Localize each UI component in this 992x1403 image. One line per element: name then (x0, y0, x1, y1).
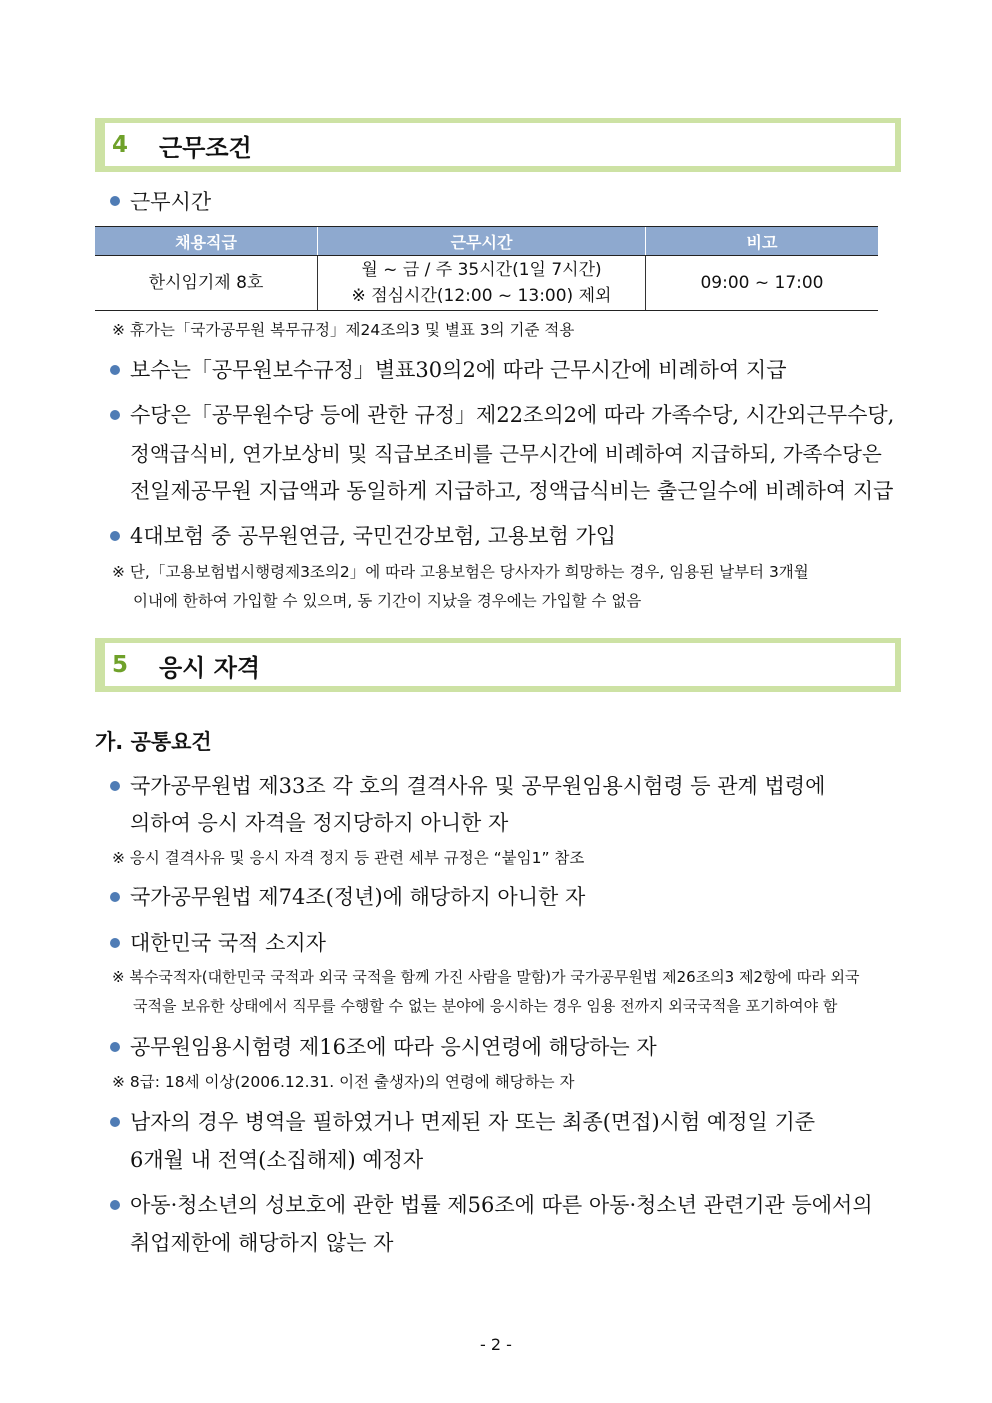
req5-line-1: 남자의 경우 병역을 필하였거나 면제된 자 또는 최종(면접)시험 예정일 기준 (130, 1110, 816, 1134)
table-header-note: 비고 (646, 227, 879, 256)
allowance-line-2: 정액급식비, 연가보상비 및 직급보조비를 근무시간에 비례하여 지급하되, 가족수당은 (130, 442, 882, 466)
section-5-title-wrap (95, 638, 901, 692)
bullet-icon (110, 1200, 120, 1210)
insurance-note-line-1: ※ 단,「고용보험법시행령제3조의2」에 따라 고용보험은 당사자가 희망하는 경우, 임용된 날부터 3개월 (112, 563, 809, 581)
work-hours-table (95, 226, 878, 311)
section-4-title: 근무조건 (159, 133, 252, 162)
req2-text: 국가공무원법 제74조(정년)에 해당하지 아니한 자 (130, 885, 586, 909)
req3-note-line-2: 국적을 보유한 상태에서 직무를 수행할 수 없는 분야에 응시하는 경우 임용 전까지 외국국적을 포기하여야 함 (133, 997, 838, 1015)
req6-line-2: 취업제한에 해당하지 않는 자 (130, 1231, 394, 1255)
cell-note: 09:00 ~ 17:00 (646, 256, 879, 311)
cell-hours-line2: ※ 점심시간(12:00 ~ 13:00) 제외 (351, 286, 612, 306)
section-4-number: 4 (111, 132, 128, 158)
req6-line-1: 아동·청소년의 성보호에 관한 법률 제56조에 따른 아동·청소년 관련기관 등에서의 (130, 1193, 873, 1217)
work-hours-label: 근무시간 (130, 190, 212, 214)
req4-note: ※ 8급: 18세 이상(2006.12.31. 이전 출생자)의 연령에 해당하는 자 (112, 1073, 575, 1091)
req1-line-1: 국가공무원법 제33조 각 호의 결격사유 및 공무원임용시험령 등 관계 법령에 (130, 774, 826, 798)
req4-text: 공무원임용시험령 제16조에 따라 응시연령에 해당하는 자 (130, 1035, 657, 1059)
bullet-icon (110, 892, 120, 902)
insurance-text: 4대보험 중 공무원연금, 국민건강보험, 고용보험 가입 (130, 524, 617, 548)
insurance-note-line-2: 이내에 한하여 가입할 수 있으며, 동 기간이 지났을 경우에는 가입할 수 없음 (133, 592, 642, 610)
bullet-icon (110, 196, 120, 206)
cell-hours (318, 256, 646, 311)
common-requirements-title: 가. 공통요건 (95, 730, 212, 754)
bullet-icon (110, 365, 120, 375)
req1-note: ※ 응시 결격사유 및 응시 자격 정지 등 관련 세부 규정은 “붙임1” 참조 (112, 849, 585, 867)
req5-line-2: 6개월 내 전역(소집해제) 예정자 (130, 1148, 424, 1172)
cell-grade: 한시임기제 8호 (95, 256, 318, 311)
req1-line-2: 의하여 응시 자격을 정지당하지 아니한 자 (130, 811, 509, 835)
pay-text: 보수는「공무원보수규정」별표30의2에 따라 근무시간에 비례하여 지급 (130, 358, 787, 382)
bullet-icon (110, 531, 120, 541)
table-row (95, 256, 878, 311)
req3-note-line-1: ※ 복수국적자(대한민국 국적과 외국 국적을 함께 가진 사람을 말함)가 국가공무원법 제26조의3 제2항에 따라 외국 (112, 968, 860, 986)
bullet-icon (110, 1117, 120, 1127)
section-5-title: 응시 자격 (159, 653, 261, 682)
allowance-line-1: 수당은「공무원수당 등에 관한 규정」제22조의2에 따라 가족수당, 시간외근무수당, (130, 403, 895, 427)
page-number: - 2 - (480, 1335, 512, 1354)
section-4-title-wrap (95, 118, 901, 172)
table-header-hours: 근무시간 (318, 227, 646, 256)
section-5-number: 5 (111, 652, 128, 678)
bullet-icon (110, 410, 120, 420)
req3-text: 대한민국 국적 소지자 (130, 931, 326, 955)
cell-hours-line1: 월 ~ 금 / 주 35시간(1일 7시간) (361, 260, 602, 280)
bullet-icon (110, 938, 120, 948)
leave-note: ※ 휴가는「국가공무원 복무규정」제24조의3 및 별표 3의 기준 적용 (112, 321, 575, 339)
allowance-line-3: 전일제공무원 지급액과 동일하게 지급하고, 정액급식비는 출근일수에 비례하여 지급 (130, 479, 894, 503)
bullet-icon (110, 1042, 120, 1052)
table-header-grade: 채용직급 (95, 227, 318, 256)
bullet-icon (110, 781, 120, 791)
